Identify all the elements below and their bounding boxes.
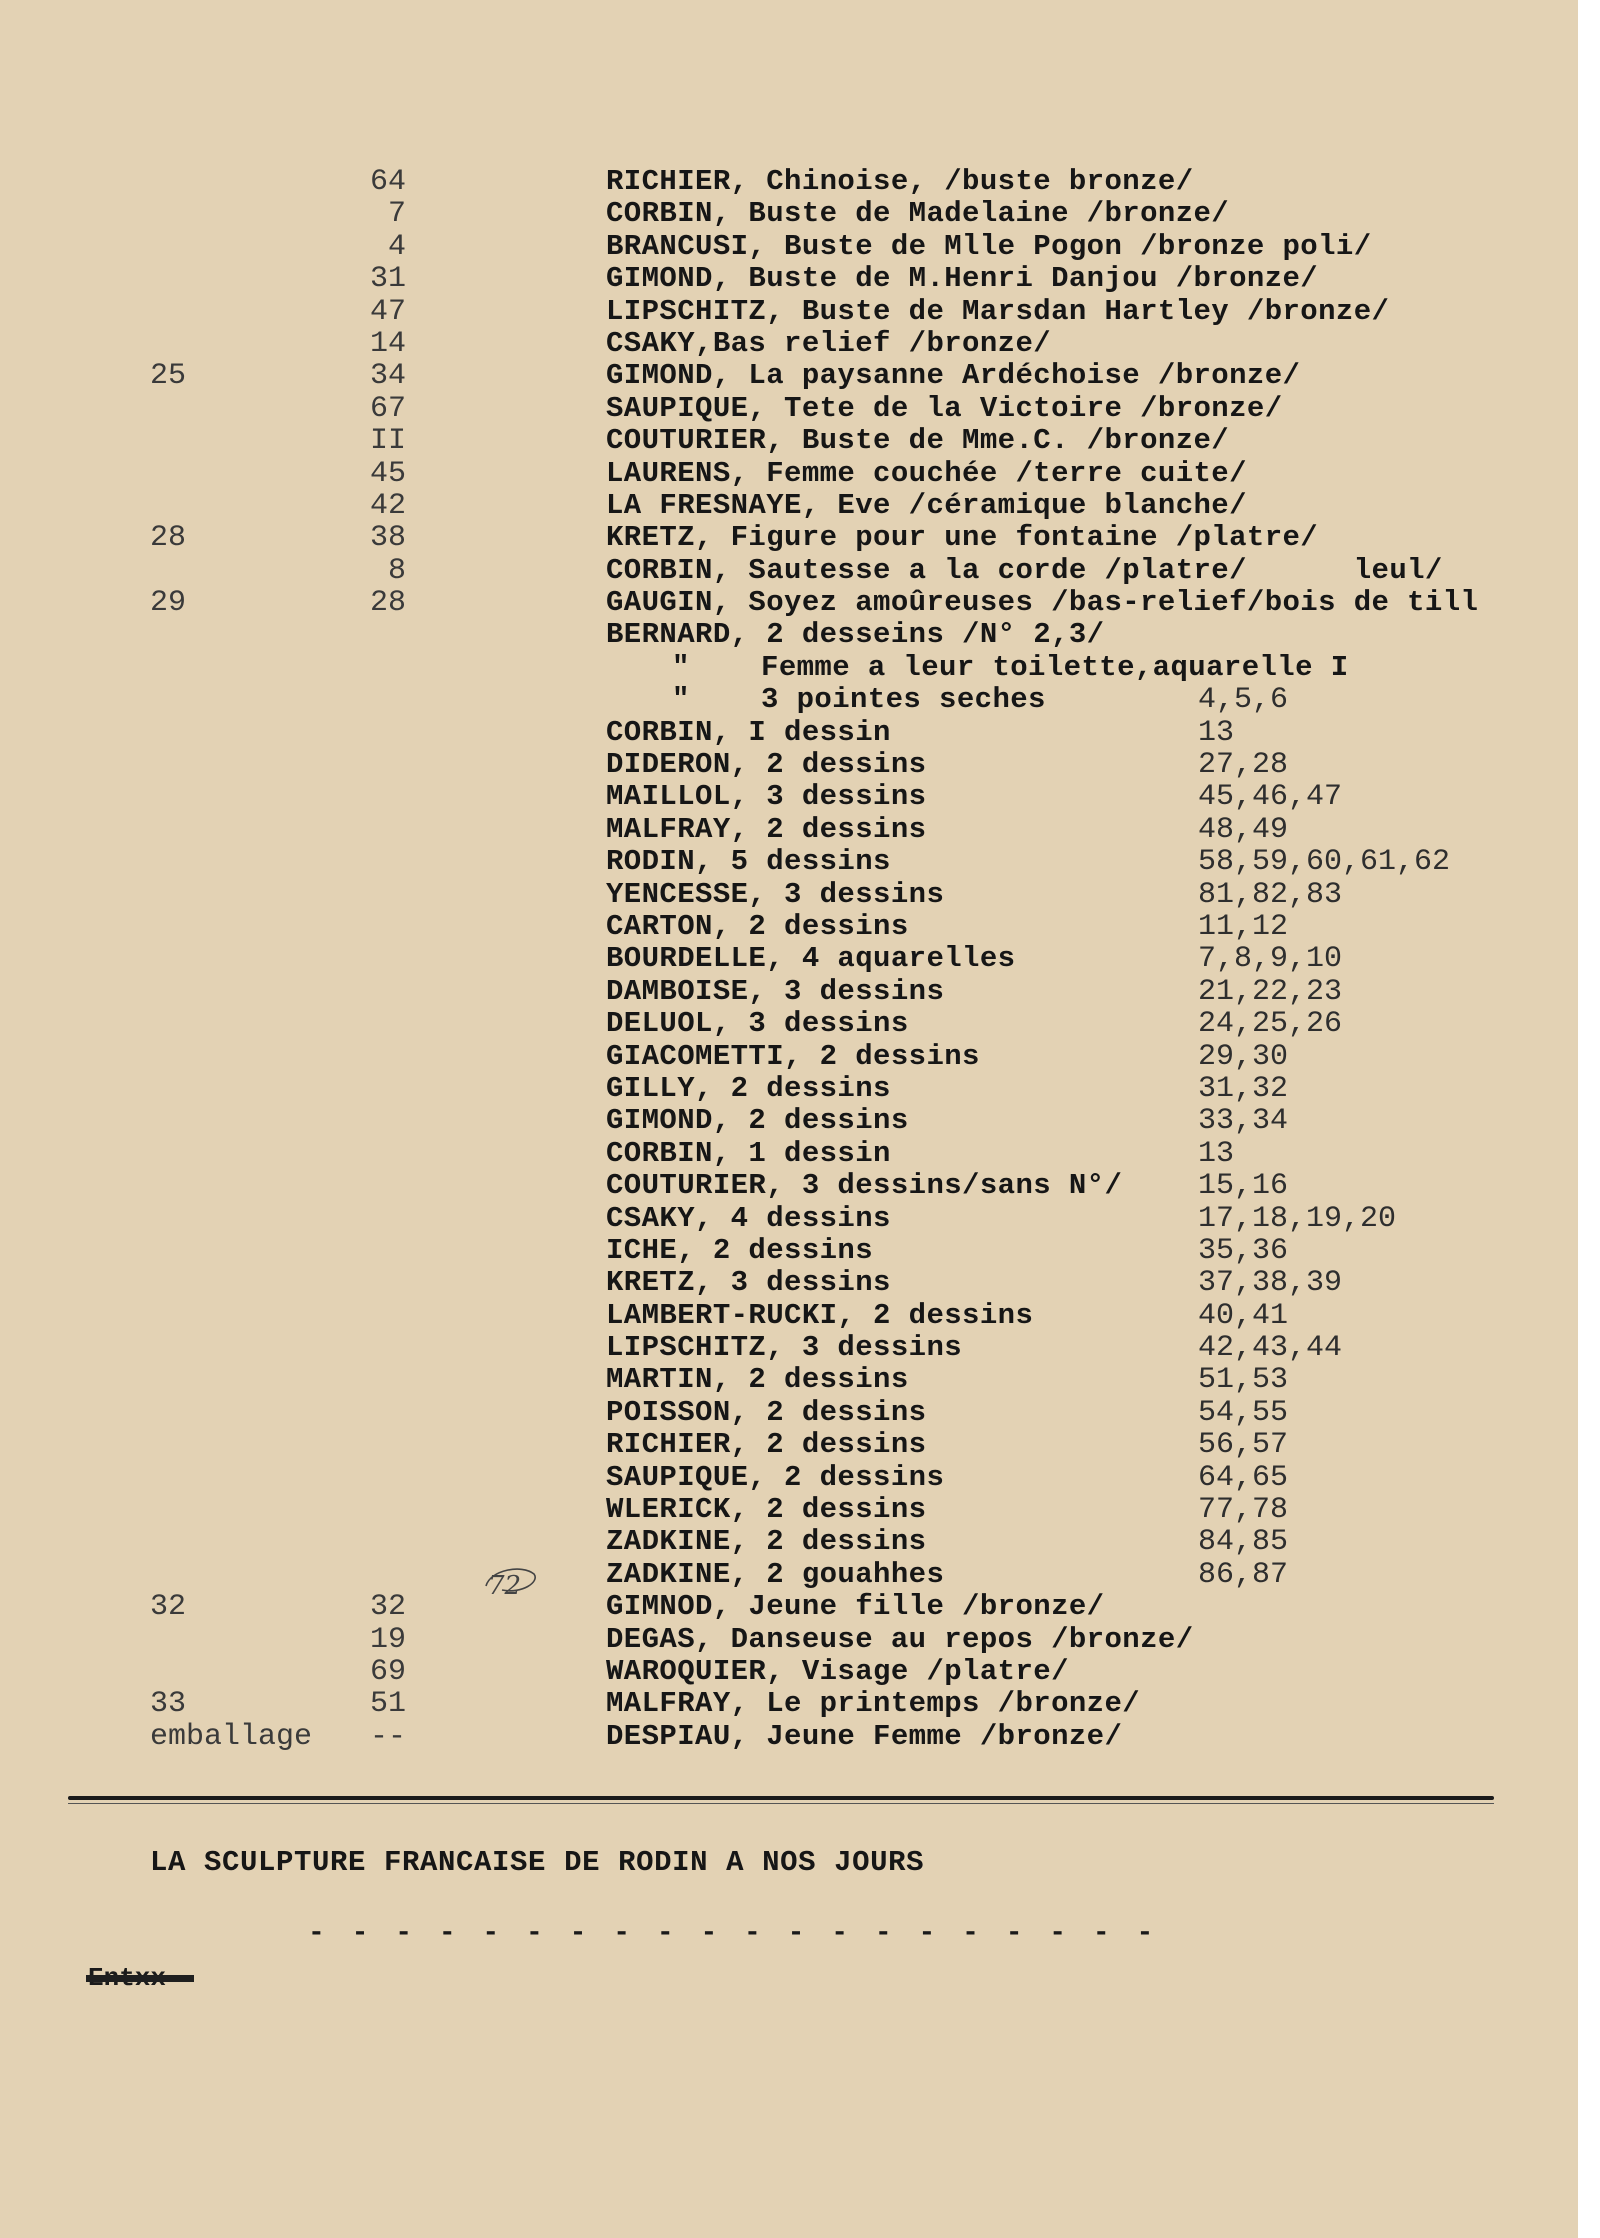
item-description: WLERICK, 2 dessins <box>606 1493 927 1527</box>
drawing-numbers: 45,46,47 <box>1198 780 1343 815</box>
item-description: LIPSCHITZ, Buste de Marsdan Hartley /bronze/ <box>606 294 1390 328</box>
list-item <box>0 1656 1578 1688</box>
list-item <box>0 587 1578 619</box>
list-item <box>0 749 1578 781</box>
list-item <box>0 1462 1578 1494</box>
price-number: 28 <box>150 521 187 556</box>
drawing-numbers: 54,55 <box>1198 1395 1289 1430</box>
list-item <box>0 1041 1578 1073</box>
drawing-numbers: 77,78 <box>1198 1493 1289 1528</box>
item-description: RICHIER, Chinoise, /buste bronze/ <box>606 165 1194 198</box>
price-number: emballage <box>150 1719 313 1754</box>
drawing-numbers: 27,28 <box>1198 748 1289 783</box>
item-description: DAMBOISE, 3 dessins <box>606 974 945 1008</box>
svg-text:72: 72 <box>488 1571 522 1601</box>
list-item <box>0 717 1578 749</box>
item-description: KRETZ, 3 dessins <box>606 1266 891 1300</box>
list-item <box>0 846 1578 878</box>
inventory-list <box>0 166 1578 1753</box>
catalogue-number: 31 <box>369 262 406 297</box>
item-description: DELUOL, 3 dessins <box>606 1007 909 1041</box>
item-description: CORBIN, Buste de Madelaine /bronze/ <box>606 197 1230 231</box>
item-description: ZADKINE, 2 gouahhes <box>606 1557 945 1591</box>
item-description: LAURENS, Femme couchée /terre cuite/ <box>606 456 1247 490</box>
list-item <box>0 458 1578 490</box>
list-item <box>0 1397 1578 1429</box>
item-description: RODIN, 5 dessins <box>606 845 891 879</box>
catalogue-number: -- <box>369 1719 406 1754</box>
drawing-numbers: 81,82,83 <box>1198 877 1343 912</box>
drawing-numbers: 11,12 <box>1198 909 1289 944</box>
catalogue-number: 8 <box>387 553 406 588</box>
list-item <box>0 328 1578 360</box>
list-item <box>0 1170 1578 1202</box>
catalogue-number: 67 <box>369 391 406 426</box>
catalogue-number: 34 <box>369 359 406 394</box>
item-description: GIACOMETTI, 2 dessins <box>606 1039 980 1073</box>
item-description: DIDERON, 2 dessins <box>606 748 927 782</box>
list-item <box>0 1429 1578 1461</box>
drawing-numbers: 40,41 <box>1198 1298 1289 1333</box>
drawing-numbers: 64,65 <box>1198 1460 1289 1495</box>
list-item <box>0 781 1578 813</box>
item-description: GIMNOD, Jeune fille /bronze/ <box>606 1590 1105 1624</box>
item-description: GILLY, 2 dessins <box>606 1071 891 1105</box>
item-description: CARTON, 2 dessins <box>606 909 909 943</box>
item-description: DEGAS, Danseuse au repos /bronze/ <box>606 1622 1194 1656</box>
drawing-numbers: 56,57 <box>1198 1428 1289 1463</box>
item-description: MARTIN, 2 dessins <box>606 1363 909 1397</box>
price-number: 25 <box>150 359 187 394</box>
drawing-numbers: 58,59,60,61,62 <box>1198 845 1451 880</box>
drawing-numbers: 35,36 <box>1198 1233 1289 1268</box>
item-description: LAMBERT-RUCKI, 2 dessins <box>606 1298 1034 1332</box>
catalogue-number: 51 <box>369 1687 406 1722</box>
catalogue-number: 19 <box>369 1622 406 1657</box>
list-item <box>0 1008 1578 1040</box>
list-item <box>0 1721 1578 1753</box>
item-description: DESPIAU, Jeune Femme /bronze/ <box>606 1719 1123 1753</box>
item-description: ICHE, 2 dessins <box>606 1233 874 1267</box>
list-item <box>0 1591 1578 1623</box>
price-number: 33 <box>150 1687 187 1722</box>
catalogue-number: II <box>369 424 406 459</box>
list-item <box>0 1073 1578 1105</box>
item-description: WAROQUIER, Visage /platre/ <box>606 1654 1069 1688</box>
drawing-numbers: 24,25,26 <box>1198 1007 1343 1042</box>
item-description: LIPSCHITZ, 3 dessins <box>606 1331 963 1365</box>
drawing-numbers: 13 <box>1198 1136 1235 1171</box>
exhibition-title: LA SCULPTURE FRANCAISE DE RODIN A NOS JOURS <box>150 1846 925 1879</box>
list-item <box>0 1300 1578 1332</box>
item-description: GAUGIN, Soyez amoûreuses /bas-relief/bois de till <box>606 586 1479 620</box>
drawing-numbers: 51,53 <box>1198 1363 1289 1398</box>
drawing-numbers: 7,8,9,10 <box>1198 942 1343 977</box>
list-item <box>0 522 1578 554</box>
drawing-numbers: 15,16 <box>1198 1169 1289 1204</box>
catalogue-number: 47 <box>369 294 406 329</box>
catalogue-number: 28 <box>369 586 406 621</box>
item-description: KRETZ, Figure pour une fontaine /platre/ <box>606 521 1319 555</box>
list-item <box>0 393 1578 425</box>
catalogue-number: 32 <box>369 1590 406 1625</box>
list-item <box>0 943 1578 975</box>
item-description: CSAKY, 4 dessins <box>606 1201 891 1235</box>
item-description: BERNARD, 2 desseins /N° 2,3/ <box>606 618 1105 652</box>
list-item <box>0 879 1578 911</box>
separator-rule-underline <box>68 1803 1494 1804</box>
catalogue-number: 69 <box>369 1654 406 1689</box>
item-description: POISSON, 2 dessins <box>606 1395 927 1429</box>
list-item <box>0 166 1578 198</box>
list-item <box>0 1526 1578 1558</box>
list-item <box>0 1559 1578 1591</box>
item-description: CSAKY,Bas relief /bronze/ <box>606 326 1052 360</box>
item-description: ZADKINE, 2 dessins <box>606 1525 927 1559</box>
list-item <box>0 1138 1578 1170</box>
dashed-rule: - - - - - - - - - - - - - - - - - - - - <box>308 1918 1159 1949</box>
drawing-numbers: 86,87 <box>1198 1557 1289 1592</box>
list-item <box>0 976 1578 1008</box>
list-item <box>0 1624 1578 1656</box>
drawing-numbers: 13 <box>1198 715 1235 750</box>
price-number: 32 <box>150 1590 187 1625</box>
list-item <box>0 360 1578 392</box>
drawing-numbers: 4,5,6 <box>1198 683 1289 718</box>
catalogue-number: 42 <box>369 488 406 523</box>
item-description: SAUPIQUE, 2 dessins <box>606 1460 945 1494</box>
item-description: MALFRAY, 2 dessins <box>606 812 927 846</box>
catalogue-number: 4 <box>387 229 406 264</box>
strike-through-mark <box>86 1975 194 1982</box>
list-item <box>0 911 1578 943</box>
catalogue-number: 64 <box>369 165 406 199</box>
item-description: " 3 pointes seches <box>672 683 1046 717</box>
list-item <box>0 263 1578 295</box>
price-number: 29 <box>150 586 187 621</box>
item-description: COUTURIER, 3 dessins/sans N°/ <box>606 1169 1123 1203</box>
item-description: COUTURIER, Buste de Mme.C. /bronze/ <box>606 424 1230 458</box>
list-item <box>0 1105 1578 1137</box>
catalogue-number: 45 <box>369 456 406 491</box>
item-description: RICHIER, 2 dessins <box>606 1428 927 1462</box>
list-item <box>0 684 1578 716</box>
catalogue-number: 14 <box>369 326 406 361</box>
catalogue-number: 38 <box>369 521 406 556</box>
item-description: GIMOND, 2 dessins <box>606 1104 909 1138</box>
list-item <box>0 490 1578 522</box>
list-item <box>0 619 1578 651</box>
item-description: BOURDELLE, 4 aquarelles <box>606 942 1016 976</box>
item-description: SAUPIQUE, Tete de la Victoire /bronze/ <box>606 391 1283 425</box>
item-description: BRANCUSI, Buste de Mlle Pogon /bronze poli/ <box>606 229 1372 263</box>
list-item <box>0 1267 1578 1299</box>
drawing-numbers: 84,85 <box>1198 1525 1289 1560</box>
item-description: GIMOND, La paysanne Ardéchoise /bronze/ <box>606 359 1301 393</box>
catalogue-number: 7 <box>387 197 406 232</box>
separator-rule <box>68 1796 1494 1800</box>
item-description: MAILLOL, 3 dessins <box>606 780 927 814</box>
list-item <box>0 425 1578 457</box>
item-description: CORBIN, Sautesse a la corde /platre/ leul/ <box>606 553 1443 587</box>
item-description: " Femme a leur toilette,aquarelle I <box>672 650 1349 684</box>
item-description: GIMOND, Buste de M.Henri Danjou /bronze/ <box>606 262 1319 296</box>
list-item <box>0 1494 1578 1526</box>
drawing-numbers: 48,49 <box>1198 812 1289 847</box>
list-item <box>0 1332 1578 1364</box>
drawing-numbers: 17,18,19,20 <box>1198 1201 1397 1236</box>
drawing-numbers: 37,38,39 <box>1198 1266 1343 1301</box>
list-item <box>0 296 1578 328</box>
list-item <box>0 1364 1578 1396</box>
item-description: LA FRESNAYE, Eve /céramique blanche/ <box>606 488 1247 522</box>
item-description: YENCESSE, 3 dessins <box>606 877 945 911</box>
list-item <box>0 231 1578 263</box>
list-item <box>0 1688 1578 1720</box>
list-item <box>0 555 1578 587</box>
item-description: MALFRAY, Le printemps /bronze/ <box>606 1687 1141 1721</box>
list-item <box>0 652 1578 684</box>
list-item <box>0 1235 1578 1267</box>
list-item <box>0 198 1578 230</box>
drawing-numbers: 33,34 <box>1198 1104 1289 1139</box>
list-item <box>0 1203 1578 1235</box>
drawing-numbers: 31,32 <box>1198 1071 1289 1106</box>
drawing-numbers: 42,43,44 <box>1198 1331 1343 1366</box>
drawing-numbers: 21,22,23 <box>1198 974 1343 1009</box>
handwritten-annotation <box>482 1560 542 1608</box>
drawing-numbers: 29,30 <box>1198 1039 1289 1074</box>
list-item <box>0 814 1578 846</box>
item-description: CORBIN, I dessin <box>606 715 891 749</box>
item-description: CORBIN, 1 dessin <box>606 1136 891 1170</box>
